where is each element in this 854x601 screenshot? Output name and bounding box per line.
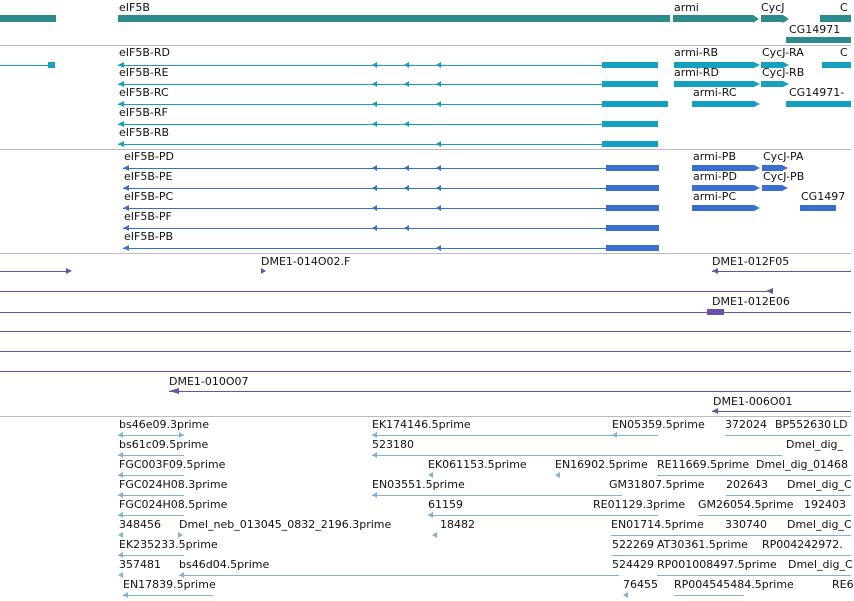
exon	[602, 101, 668, 107]
protein-line[interactable]	[123, 228, 659, 229]
est-label[interactable]: GM26054.5prime	[698, 498, 794, 511]
transcript-label[interactable]: eIF5B-RD	[119, 46, 170, 59]
protein-label[interactable]: eIF5B-PB	[124, 230, 174, 243]
est-label[interactable]: bs46e09.3prime	[119, 418, 210, 431]
est-label[interactable]: 61159	[428, 498, 463, 511]
transcript-label[interactable]: armi-RC	[693, 86, 737, 99]
exon	[602, 121, 658, 127]
intron-arrow	[404, 185, 409, 191]
est-feature[interactable]	[179, 575, 619, 576]
transcript-label[interactable]: armi-RD	[674, 66, 719, 79]
est-label[interactable]: Dmel_neb_013045_0832_2196.3prime	[179, 518, 392, 531]
est-feature[interactable]	[726, 495, 851, 496]
est-feature[interactable]	[657, 575, 851, 576]
est-feature[interactable]	[123, 595, 213, 596]
strand-arrow	[754, 101, 760, 107]
clone-line[interactable]	[712, 411, 851, 412]
strand-arrow	[118, 141, 124, 147]
intron-arrow	[404, 165, 409, 171]
transcript-label[interactable]: eIF5B-RE	[119, 66, 169, 79]
est-feature[interactable]	[118, 455, 184, 456]
protein-label[interactable]: armi-PC	[693, 190, 737, 203]
est-label[interactable]: 330740	[725, 518, 767, 531]
exon	[606, 245, 659, 251]
est-label[interactable]: Dmel_dig_	[786, 438, 844, 451]
strand-arrow	[766, 288, 773, 294]
intron-arrow	[372, 121, 377, 127]
est-label[interactable]: 357481	[119, 558, 161, 571]
strand-arrow	[432, 532, 437, 538]
gene-label[interactable]: eIF5B	[119, 1, 150, 14]
intron-arrow	[404, 62, 409, 68]
gene-strand-arrow	[753, 15, 759, 23]
protein-label[interactable]: eIF5B-PE	[124, 170, 173, 183]
transcript-line[interactable]	[118, 104, 668, 105]
transcript-feature[interactable]	[822, 62, 851, 68]
est-label[interactable]: 76455	[623, 578, 658, 591]
clone-end-marker	[261, 268, 266, 274]
est-label[interactable]: Dmel_dig_C	[787, 478, 852, 491]
clone-block	[707, 309, 724, 315]
est-feature[interactable]	[725, 435, 851, 436]
intron-arrow	[436, 185, 441, 191]
transcript-label[interactable]: CycJ-RA	[762, 46, 804, 59]
intron-arrow	[404, 225, 409, 231]
est-label[interactable]: RP001008497.5prime	[657, 558, 777, 571]
est-feature[interactable]	[372, 495, 622, 496]
est-label[interactable]: EN01714.5prime	[611, 518, 704, 531]
intron-arrow	[372, 205, 377, 211]
est-label[interactable]: 348456	[119, 518, 161, 531]
est-label[interactable]: EK174146.5prime	[372, 418, 471, 431]
est-label[interactable]: 523180	[372, 438, 414, 451]
est-label[interactable]: AT30361.5prime	[657, 538, 748, 551]
intron-arrow	[404, 81, 409, 87]
strand-arrow	[123, 592, 128, 598]
est-label[interactable]: BP552630	[775, 418, 832, 431]
est-label[interactable]: GM31807.5prime	[609, 478, 705, 491]
transcript-line[interactable]	[118, 124, 658, 125]
gene-label[interactable]: armi	[674, 1, 699, 14]
transcript-line[interactable]	[118, 144, 658, 145]
est-label[interactable]: EK235233.5prime	[119, 538, 218, 551]
est-label[interactable]: EN17839.5prime	[123, 578, 216, 591]
protein-cycj-pb[interactable]	[762, 185, 782, 191]
intron-arrow	[436, 81, 441, 87]
protein-line[interactable]	[123, 208, 659, 209]
est-label[interactable]: RE11669.5prime	[657, 458, 750, 471]
protein-label[interactable]: eIF5B-PD	[124, 150, 174, 163]
exon	[602, 141, 658, 147]
est-label[interactable]: 524429	[612, 558, 654, 571]
intron-arrow	[436, 101, 441, 107]
est-feature[interactable]	[698, 515, 851, 516]
clone-line[interactable]	[0, 371, 851, 372]
transcript-label[interactable]: eIF5B-RF	[119, 106, 168, 119]
est-label[interactable]: EN05359.5prime	[612, 418, 705, 431]
strand-arrow	[123, 245, 129, 251]
protein-label[interactable]: eIF5B-PF	[124, 210, 172, 223]
clone-line[interactable]	[0, 331, 851, 332]
est-label[interactable]: RE01129.3prime	[593, 498, 686, 511]
gene-feature[interactable]	[0, 15, 56, 22]
est-feature[interactable]	[118, 495, 184, 496]
protein-label[interactable]: CycJ-PB	[763, 170, 805, 183]
track-separator	[0, 416, 851, 417]
gene-feature-cg14971[interactable]	[786, 37, 851, 43]
transcript-armi-rc[interactable]	[692, 101, 754, 107]
clone-label[interactable]: DME1-012E06	[712, 295, 790, 308]
transcript-label[interactable]: CG14971-	[789, 86, 845, 99]
intron-arrow	[404, 121, 409, 127]
est-feature[interactable]	[428, 515, 658, 516]
gene-label[interactable]: CG14971	[789, 23, 841, 36]
est-label[interactable]: Dmel_dig_C	[787, 518, 852, 531]
strand-arrow	[623, 592, 628, 598]
strand-arrow	[754, 205, 760, 211]
est-feature[interactable]	[118, 555, 184, 556]
est-label[interactable]: EK061153.5prime	[428, 458, 527, 471]
est-label[interactable]: RP004242972.	[762, 538, 843, 551]
est-label[interactable]: EN16902.5prime	[555, 458, 648, 471]
est-label[interactable]: FGC003F09.5prime	[119, 458, 226, 471]
transcript-line[interactable]	[118, 84, 658, 85]
intron-arrow	[372, 81, 377, 87]
strand-arrow	[712, 408, 718, 414]
est-label[interactable]: bs46d04.5prime	[179, 558, 270, 571]
est-label[interactable]: Dmel_dig_01468	[756, 458, 849, 471]
gene-label[interactable]: C	[840, 1, 848, 14]
protein-armi-pc[interactable]	[692, 205, 754, 211]
protein-label[interactable]: eIF5B-PC	[124, 190, 174, 203]
clone-label[interactable]: DME1-012F05	[712, 255, 790, 268]
protein-line[interactable]	[123, 248, 659, 249]
strand-arrow	[66, 268, 72, 274]
clone-label[interactable]: DME1-014O02.F	[261, 255, 351, 268]
protein-label[interactable]: armi-PD	[693, 170, 737, 183]
exon	[606, 225, 659, 231]
intron-arrow	[372, 185, 377, 191]
strand-arrow	[555, 472, 560, 478]
protein-cg14971[interactable]	[800, 205, 836, 211]
est-feature[interactable]	[612, 555, 851, 556]
exon	[602, 62, 658, 68]
intron-arrow	[372, 62, 377, 68]
transcript-label[interactable]: armi-RB	[674, 46, 718, 59]
protein-label[interactable]: CycJ-PA	[763, 150, 804, 163]
est-feature[interactable]	[674, 595, 744, 596]
clone-line[interactable]	[169, 391, 851, 392]
protein-label[interactable]: CG1497	[801, 190, 846, 203]
intron-arrow	[372, 225, 377, 231]
intron-arrow	[372, 165, 377, 171]
est-label[interactable]: RP004545484.5prime	[674, 578, 794, 591]
intron-arrow	[436, 205, 441, 211]
exon	[602, 81, 658, 87]
strand-arrow	[754, 62, 760, 68]
clone-line[interactable]	[0, 351, 851, 352]
clone-line[interactable]	[0, 271, 66, 272]
strand-arrow	[782, 185, 788, 191]
strand-arrow	[754, 185, 760, 191]
intron-arrow	[372, 101, 377, 107]
gene-feature-eif5b[interactable]	[118, 15, 670, 22]
clone-line[interactable]	[712, 271, 851, 272]
transcript-line	[0, 65, 52, 66]
strand-arrow	[372, 452, 377, 458]
est-feature[interactable]	[611, 535, 851, 536]
strand-arrow	[754, 165, 760, 171]
intron-arrow	[436, 165, 441, 171]
strand-arrow	[372, 492, 377, 498]
track-separator	[0, 253, 851, 254]
gene-label[interactable]: CycJ	[761, 1, 785, 14]
est-label[interactable]: 202643	[726, 478, 768, 491]
strand-arrow	[754, 81, 760, 87]
exon	[606, 205, 659, 211]
strand-arrow	[712, 268, 718, 274]
gene-strand-arrow	[783, 15, 789, 23]
transcript-label[interactable]: eIF5B-RB	[119, 126, 170, 139]
gene-feature[interactable]	[820, 15, 851, 22]
est-label[interactable]: LD	[833, 418, 848, 431]
est-label[interactable]: FGC024H08.5prime	[119, 498, 228, 511]
transcript-label[interactable]: C	[840, 46, 848, 59]
gene-feature-armi[interactable]	[673, 15, 753, 22]
est-label[interactable]: 192403	[804, 498, 846, 511]
intron-arrow	[436, 62, 441, 68]
est-label[interactable]: bs61c09.5prime	[119, 438, 209, 451]
exon	[48, 62, 55, 68]
transcript-cg14971[interactable]	[786, 101, 851, 107]
transcript-cycj-rb[interactable]	[761, 81, 783, 87]
est-feature[interactable]	[657, 475, 851, 476]
est-feature[interactable]	[118, 435, 184, 436]
protein-line[interactable]	[123, 168, 659, 169]
clone-line[interactable]	[0, 291, 772, 292]
strand-arrow	[612, 432, 617, 438]
strand-arrow	[428, 512, 433, 518]
exon	[606, 165, 659, 171]
transcript-line[interactable]	[118, 65, 658, 66]
clone-label[interactable]: DME1-006O01	[713, 395, 793, 408]
transcript-label[interactable]: eIF5B-RC	[119, 86, 169, 99]
est-label[interactable]: FGC024H08.3prime	[119, 478, 228, 491]
est-feature[interactable]	[118, 515, 184, 516]
est-feature[interactable]	[372, 455, 782, 456]
intron-arrow	[436, 245, 441, 251]
clone-label[interactable]: DME1-010O07	[169, 375, 249, 388]
est-label[interactable]: EN03551.5prime	[372, 478, 465, 491]
protein-label[interactable]: armi-PB	[693, 150, 736, 163]
gene-feature-cycj[interactable]	[761, 15, 783, 22]
protein-line[interactable]	[123, 188, 659, 189]
est-label[interactable]: Dmel_dig_C	[788, 558, 853, 571]
exon	[606, 185, 659, 191]
intron-arrow	[436, 141, 441, 147]
est-feature[interactable]	[118, 475, 184, 476]
transcript-label[interactable]: CycJ-RB	[762, 66, 805, 79]
est-label[interactable]: 18482	[440, 518, 475, 531]
est-label[interactable]: RE6	[832, 578, 854, 591]
est-label[interactable]: 372024	[725, 418, 767, 431]
est-label[interactable]: 522269	[612, 538, 654, 551]
strand-arrow	[169, 388, 179, 394]
